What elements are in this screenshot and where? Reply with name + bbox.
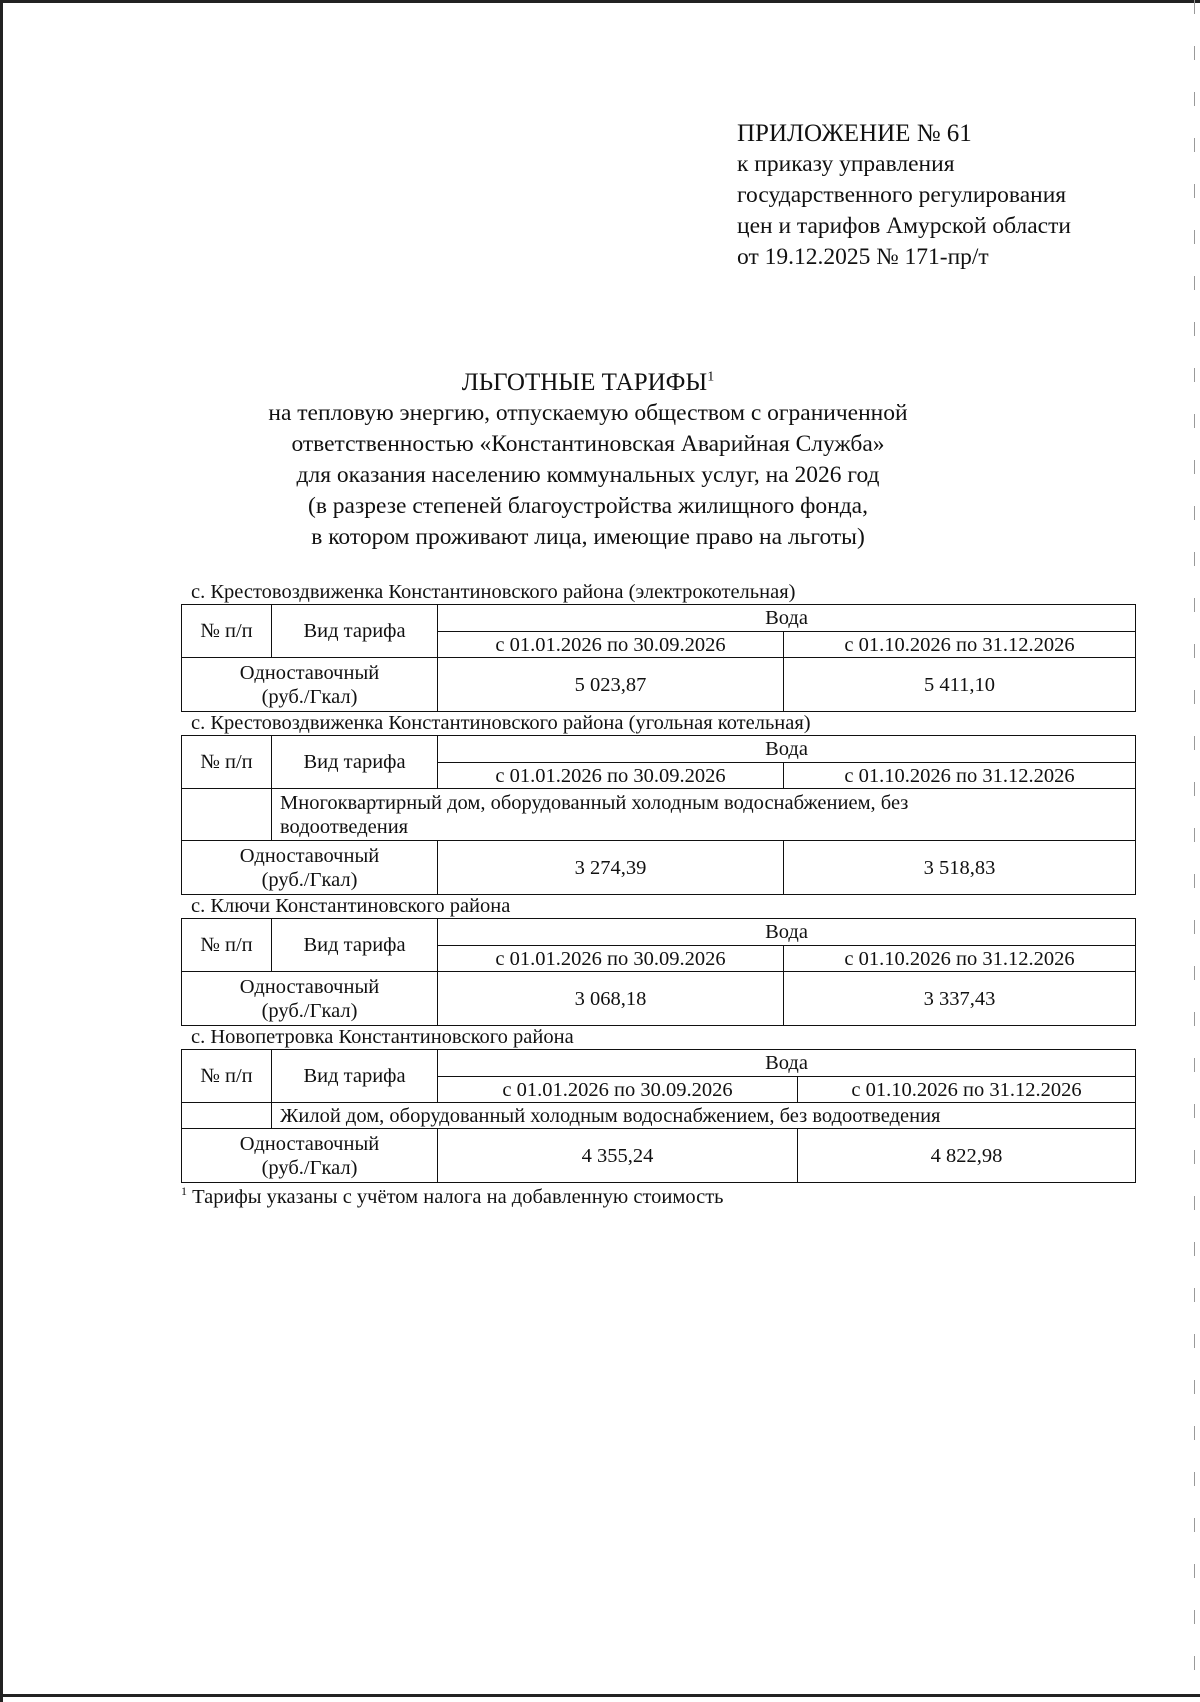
subheading-cell: Жилой дом, оборудованный холодным водоснабжением, без водоотведения [272,1103,1136,1129]
heading-line: (в разрезе степеней благоустройства жилищного фонда, [308,493,868,519]
header-water: Вода [438,919,1136,946]
annex-block [737,118,1071,273]
tariff-name: Одноставочный [239,975,380,998]
header-water: Вода [438,736,1136,763]
header-kind: Вид тарифа [272,919,438,972]
annex-line: от 19.12.2025 № 171-пр/т [737,244,989,270]
tariff-unit: (руб./Гкал) [261,685,358,708]
header-period-1: с 01.01.2026 по 30.09.2026 [438,1077,798,1103]
tariff-value-2: 4 822,98 [798,1129,1136,1183]
header-period-2: с 01.10.2026 по 31.12.2026 [784,946,1136,972]
scan-border-left [0,0,3,1702]
annex-title: ПРИЛОЖЕНИЕ № 61 [737,120,972,147]
tariff-name-cell [182,1129,438,1183]
tariff-name: Одноставочный [239,661,380,684]
tariff-unit: (руб./Гкал) [261,1156,358,1179]
tariff-unit: (руб./Гкал) [261,868,358,891]
annex-line: цен и тарифов Амурской области [737,213,1071,239]
tariff-value-2: 5 411,10 [784,658,1136,712]
header-water: Вода [438,605,1136,632]
tariff-name-cell [182,658,438,712]
section-caption: с. Ключи Константиновского района [191,895,511,917]
subheading-num-cell [182,1103,272,1129]
footnote [181,1185,1135,1209]
tariff-table [181,1049,1136,1183]
footnote-mark: 1 [707,369,715,385]
header-period-1: с 01.01.2026 по 30.09.2026 [438,632,784,658]
document-title: ЛЬГОТНЫЕ ТАРИФЫ$^1$ [461,369,715,396]
subheading-line: водоотведения [280,815,409,838]
header-period-1: с 01.01.2026 по 30.09.2026 [438,763,784,789]
scan-border-top [0,0,1200,3]
section-caption: с. Крестовоздвиженка Константиновского района (электрокотельная) [191,581,796,603]
heading-line: в котором проживают лица, имеющие право на льготы) [311,524,865,550]
tariff-sections [181,581,1135,1209]
header-num: № п/п [182,1050,272,1103]
tariff-unit: (руб./Гкал) [261,999,358,1022]
header-period-2: с 01.10.2026 по 31.12.2026 [784,632,1136,658]
section-caption: с. Крестовоздвиженка Константиновского района (угольная котельная) [191,712,811,734]
scan-border-bottom [0,1694,1200,1697]
tariff-value-2: 3 518,83 [784,841,1136,895]
header-period-1: с 01.01.2026 по 30.09.2026 [438,946,784,972]
document-heading [150,367,1026,553]
heading-line: для оказания населению коммунальных услуг, на 2026 год [296,462,880,488]
tariff-name-cell [182,841,438,895]
header-period-2: с 01.10.2026 по 31.12.2026 [798,1077,1136,1103]
heading-line: на тепловую энергию, отпускаемую обществом с ограниченной [268,400,908,426]
tariff-value-1: 3 068,18 [438,972,784,1026]
heading-line: ответственностью «Константиновская Аварийная Служба» [291,431,885,457]
tariff-name: Одноставочный [239,1132,380,1155]
annex-line: государственного регулирования [737,182,1067,208]
subheading-line: Многоквартирный дом, оборудованный холодным водоснабжением, без [280,791,909,814]
tariff-table [181,604,1136,712]
header-kind: Вид тарифа [272,1050,438,1103]
footnote-mark: 1 [181,1184,187,1199]
tariff-table [181,735,1136,895]
annex-line: к приказу управления [737,151,955,177]
header-period-2: с 01.10.2026 по 31.12.2026 [784,763,1136,789]
tariff-name: Одноставочный [239,844,380,867]
subheading-num-cell [182,789,272,841]
section-caption: с. Новопетровка Константиновского района [191,1026,574,1048]
header-kind: Вид тарифа [272,736,438,789]
header-num: № п/п [182,919,272,972]
header-kind: Вид тарифа [272,605,438,658]
scan-border-right [1194,0,1195,1702]
tariff-name-cell [182,972,438,1026]
tariff-table [181,918,1136,1026]
tariff-value-2: 3 337,43 [784,972,1136,1026]
header-water: Вода [438,1050,1136,1077]
header-num: № п/п [182,736,272,789]
subheading-cell [272,789,1136,841]
footnote-text: Тарифы указаны с учётом налога на добавленную стоимость [192,1186,724,1208]
tariff-value-1: 3 274,39 [438,841,784,895]
tariff-value-1: 4 355,24 [438,1129,798,1183]
tariff-value-1: 5 023,87 [438,658,784,712]
header-num: № п/п [182,605,272,658]
